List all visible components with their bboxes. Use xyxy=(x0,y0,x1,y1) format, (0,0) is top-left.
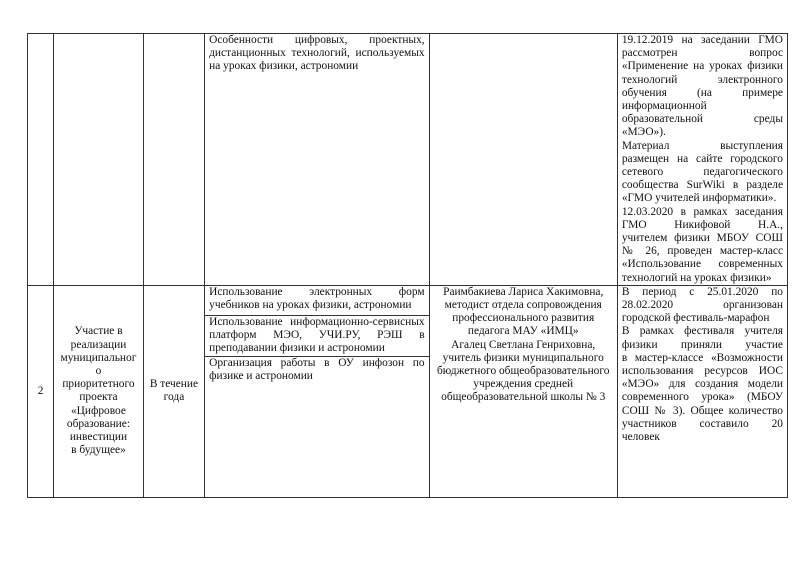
text-line: В течение xyxy=(149,378,199,391)
text-line: учебников на уроках физики, астрономии xyxy=(209,299,412,312)
text-line: на уроках физики, астрономии xyxy=(209,60,359,73)
text-line: информационной xyxy=(621,100,707,113)
text-line: Использование информационно-сервисных xyxy=(209,315,425,328)
text-line: рассмотрен вопрос xyxy=(621,47,783,60)
text-line: Особенности цифровых, проектных, xyxy=(209,34,425,46)
text-line: общеобразовательной школы № 3 xyxy=(441,391,606,404)
responsible-cell xyxy=(429,285,617,497)
text-line: В период с 25.01.2020 по xyxy=(621,285,783,298)
text-line: о xyxy=(95,364,102,377)
text-line: технологий на уроках физики» xyxy=(621,271,772,284)
results-cell xyxy=(617,285,787,497)
text-line: 28.02.2020 организован xyxy=(621,299,783,312)
text-line: Материал выступления xyxy=(621,139,783,152)
row-number: 2 xyxy=(28,285,54,497)
topics-cell xyxy=(205,34,429,286)
text-line: ГМО Никифовой Н.А., xyxy=(621,218,783,231)
text-line: проекта xyxy=(79,391,118,404)
text-line: реализации xyxy=(70,338,127,351)
text-line: образовательной среды xyxy=(621,113,783,126)
text-line: учителем физики МБОУ СОШ xyxy=(621,232,783,245)
plan-table xyxy=(27,33,788,498)
text-line: «Применение на уроках физики xyxy=(621,60,783,73)
text-line: «МЭО»). xyxy=(621,126,666,139)
text-line: № 26, проведен мастер-класс xyxy=(621,245,783,258)
text-line: приоритетного xyxy=(62,378,135,391)
responsible-cell xyxy=(429,34,617,286)
text-line: бюджетного общеобразовательного xyxy=(436,365,610,378)
text-line: физике и астрономии xyxy=(209,370,313,383)
table-row xyxy=(28,34,788,286)
topic-item xyxy=(205,316,428,357)
text-line: Организация работы в ОУ инфозон по xyxy=(209,356,425,369)
event-cell xyxy=(54,285,144,497)
text-line: Раимбакиева Лариса Хакимовна, xyxy=(443,285,604,298)
text-line: человек xyxy=(621,431,660,444)
text-line: технологий электронного xyxy=(621,73,783,86)
text-line: современного урока» (МБОУ xyxy=(621,391,783,404)
text-line: платформ МЭО, УЧИ.РУ, РЭШ в xyxy=(209,329,425,342)
text-line: 19.12.2019 на заседании ГМО xyxy=(621,34,783,46)
text-line: использования ресурсов ИОС xyxy=(621,365,783,378)
text-line: инвестиции xyxy=(69,430,128,443)
text-line: «Использование современных xyxy=(621,258,783,271)
text-line: учреждения средней xyxy=(473,378,574,391)
text-line: образование: xyxy=(66,417,130,430)
text-line: Участие в xyxy=(74,325,123,338)
text-line: сетевого педагогического xyxy=(621,166,783,179)
topics-cell xyxy=(205,285,429,497)
text-line: муниципальног xyxy=(60,351,137,364)
text-line: «ГМО учителей информатики». xyxy=(621,192,777,205)
text-line: Агалец Светлана Генриховна, xyxy=(451,338,596,351)
topic-item xyxy=(205,357,428,383)
text-line: года xyxy=(163,391,185,404)
topic-item xyxy=(205,34,428,74)
text-line: сообщества SurWiki в разделе xyxy=(621,179,783,192)
text-line: участников составило 20 xyxy=(621,417,783,430)
text-line: В рамках фестиваля учителя xyxy=(621,325,783,338)
table-row xyxy=(28,285,788,497)
text-line: методист отдела сопровождения xyxy=(444,299,602,312)
text-line: «МЭО» для создания модели xyxy=(621,378,783,391)
text-line: «Цифровое xyxy=(70,404,126,417)
text-line: Использование электронных форм xyxy=(209,285,425,298)
event-cell xyxy=(54,34,144,286)
text-line: СОШ № 3). Общее количество xyxy=(621,404,783,417)
text-line: дистанционных технологий, используемых xyxy=(209,47,425,60)
text-line: 12.03.2020 в рамках заседания xyxy=(621,205,783,218)
text-line: размещен на сайте городского xyxy=(621,152,783,165)
text-line: профессионального развития xyxy=(452,312,595,325)
text-line: городской фестиваль-марафон xyxy=(621,312,770,325)
text-line: физики приняли участие xyxy=(621,338,783,351)
text-line: учитель физики муниципального xyxy=(442,351,604,364)
results-cell xyxy=(617,34,787,286)
text-line: преподавании физики и астрономии xyxy=(209,342,385,355)
text-line: в будущее» xyxy=(71,444,126,457)
topic-item xyxy=(205,286,428,316)
period-cell xyxy=(143,34,204,286)
text-line: в мастер-классе «Возможности xyxy=(621,351,783,364)
period-cell xyxy=(143,285,204,497)
text-line: обучения (на примере xyxy=(621,86,783,99)
text-line: педагога МАУ «ИМЦ» xyxy=(467,325,579,338)
row-number xyxy=(28,34,54,286)
